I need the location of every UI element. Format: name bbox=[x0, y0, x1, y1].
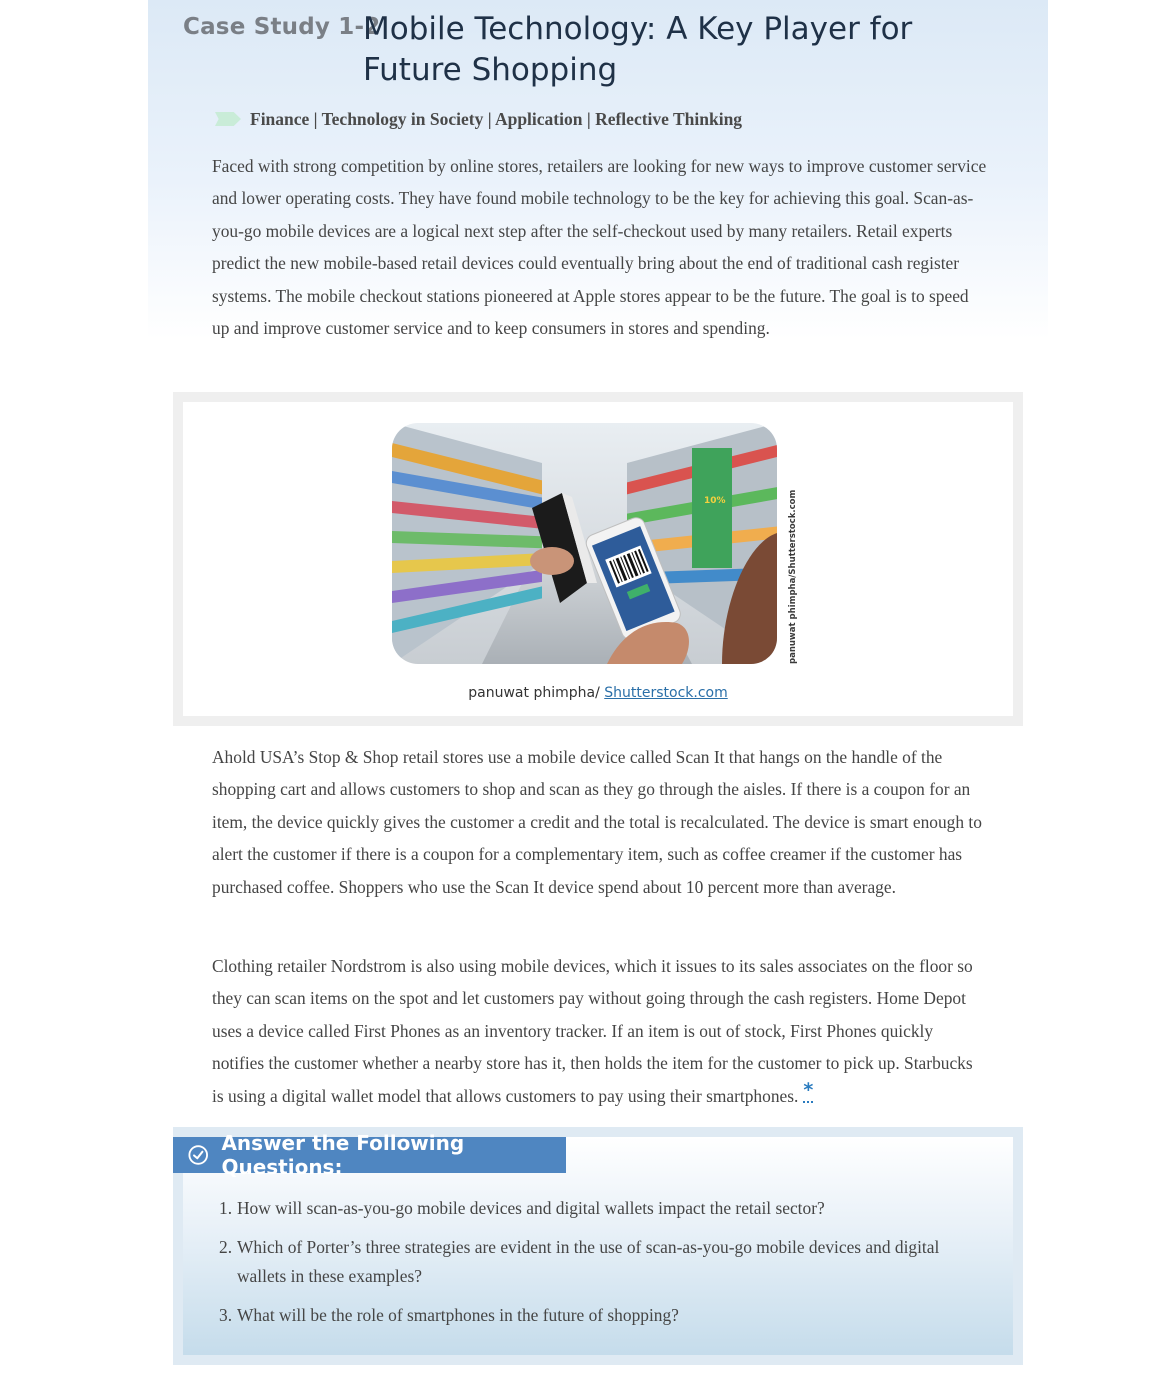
shopping-photo bbox=[392, 423, 777, 664]
question-text: How will scan-as-you-go mobile devices and digital wallets impact the retail sector? bbox=[237, 1198, 825, 1218]
topic-tags bbox=[215, 106, 742, 132]
figure-caption bbox=[183, 685, 1013, 701]
case-study-label: Case Study 1-2 bbox=[183, 14, 381, 40]
question-list bbox=[219, 1194, 989, 1340]
svg-text:10%: 10% bbox=[704, 496, 726, 506]
question-number: 3. bbox=[219, 1305, 233, 1325]
check-circle-icon bbox=[188, 1144, 208, 1166]
body-paragraph-2-text: Clothing retailer Nordstrom is also using mobile devices, which it issues to its sales associates on the floor so they can scan items on the spot and let customers pay without going through the cash registers. Home Depot uses a device called First Phones as an inventory tracker. If an item is out of stock, First Phones quickly notifies the customer whether a nearby store has it, then holds the item for the customer to pick up. Starbucks is using a digital wallet model that allows customers to pay using their smartphones. bbox=[212, 956, 973, 1106]
body-paragraph-1: Ahold USA’s Stop & Shop retail stores use a mobile device called Scan It that hangs on the handle of the shopping cart and allows customers to shop and scan as they go through the aisles. If there is a coupon for an item, the device quickly gives the customer a credit and the total is recalculated. The device is smart enough to alert the customer if there is a coupon for a complementary item, such as coffee creamer if the customer has purchased coffee. Shoppers who use the Scan It device spend about 10 percent more than average. bbox=[212, 747, 982, 897]
questions-heading: Answer the Following Questions: bbox=[221, 1131, 465, 1179]
question-item bbox=[219, 1301, 989, 1330]
question-number: 2. bbox=[219, 1237, 233, 1257]
shutterstock-link[interactable]: Shutterstock.com bbox=[604, 685, 728, 701]
footnote-link[interactable]: * bbox=[803, 1078, 814, 1101]
question-text: Which of Porter’s three strategies are evident in the use of scan-as-you-go mobile devices and digital wallets in these examples? bbox=[237, 1237, 940, 1286]
questions-header bbox=[173, 1131, 566, 1179]
tag-list: Finance | Technology in Society | Application | Reflective Thinking bbox=[250, 108, 743, 129]
figure-frame bbox=[173, 392, 1023, 726]
tag-arrow-icon bbox=[215, 112, 241, 126]
question-number: 1. bbox=[219, 1198, 233, 1218]
figure-panel bbox=[183, 402, 1013, 716]
photo-watermark: panuwat phimpha/Shutterstock.com bbox=[788, 489, 798, 664]
question-text: What will be the role of smartphones in the future of shopping? bbox=[237, 1305, 679, 1325]
intro-paragraph: Faced with strong competition by online stores, retailers are looking for new ways to improve customer service and lower operating costs. They have found mobile technology to be the key for achieving this goal. Scan-as-you-go mobile devices are a logical next step after the self-checkout used by many retailers. Retail experts predict the new mobile-based retail devices could eventually bring about the end of traditional cash register systems. The mobile checkout stations pioneered at Apple stores appear to be the future. The goal is to speed up and improve customer service and to keep consumers in stores and spending. bbox=[212, 156, 987, 339]
caption-text: panuwat phimpha/ bbox=[468, 685, 605, 701]
question-item bbox=[219, 1194, 989, 1223]
body-paragraph-2 bbox=[212, 950, 987, 1112]
page-title: Mobile Technology: A Key Player for Future Shopping bbox=[363, 11, 913, 88]
question-item bbox=[219, 1233, 989, 1291]
